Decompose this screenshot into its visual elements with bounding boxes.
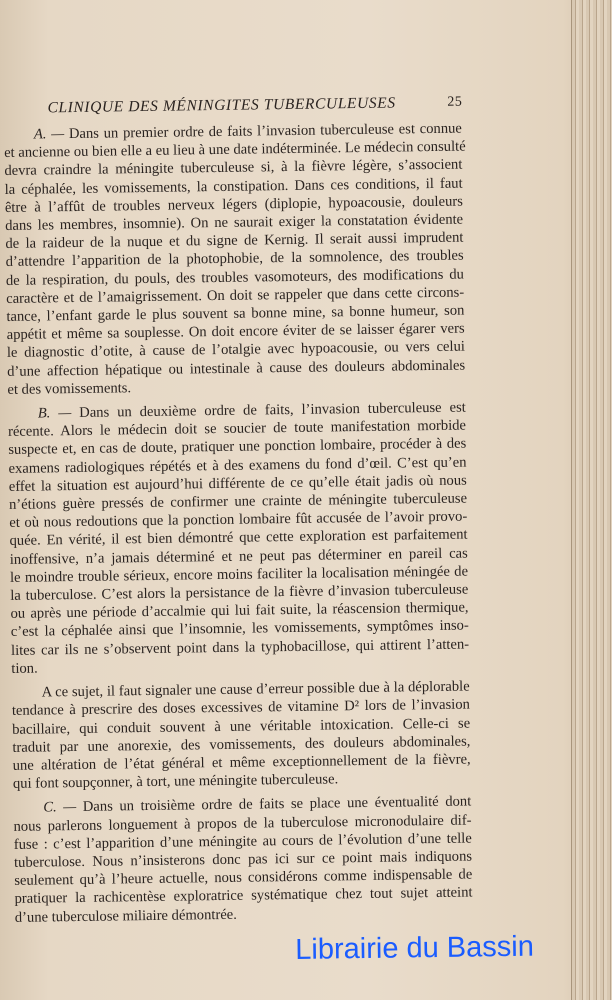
section-label: B. — bbox=[37, 405, 72, 422]
line-text: fuse : c’est l’apparition d’une méningite au cours de l’évolution d’une telle bbox=[13, 830, 472, 853]
line-text: nous parlerons longuement à propos de la tuberculose micronodulaire dif- bbox=[13, 812, 472, 835]
running-title: CLINIQUE DES MÉNINGITES TUBERCULEUSES bbox=[47, 94, 396, 117]
line-text: et des vomissements. bbox=[7, 380, 132, 398]
line-text: appétit et même sa souplesse. On doit encore éviter de se laisser égarer vers bbox=[6, 320, 465, 344]
line-text: de la respiration, du pouls, des troubles vasomoteurs, des modifications du bbox=[5, 266, 464, 289]
paragraph-vitamin-d bbox=[12, 678, 471, 794]
text-column bbox=[4, 120, 535, 971]
line-text: le diagnostic d’otite, à cause de l’otalgie avec hypoacousie, ou vers celui bbox=[6, 338, 466, 362]
section-label: A. — bbox=[33, 126, 65, 143]
line-text: la céphalée, les vomissements, la constipation. Dans ces conditions, il faut bbox=[4, 175, 463, 198]
line-text: d’une affection hépatique ou intestinale à cause des douleurs abdominales bbox=[7, 357, 466, 380]
line-text: de la raideur de la nuque et du signe de Kernig. Il serait aussi imprudent bbox=[5, 229, 464, 253]
line-text: c’est la céphalée ainsi que l’insomnie, les vomissements, symptômes inso- bbox=[10, 618, 469, 641]
line-text: récente. Alors le médecin doit se soucier de toute manifestation morbide bbox=[7, 417, 467, 441]
line-text: dans les membres, insomnie). On ne saurait exiger la constatation évidente bbox=[5, 211, 464, 234]
line-text: inoffensive, n’a jamais déterminé et ne peut pas déterminer en pareil cas bbox=[9, 545, 468, 568]
line-text: d’attendre l’apparition de la photophobie, de la somnolence, des troubles bbox=[5, 247, 464, 271]
line-text: et ancienne ou bien elle a eu lieu à une date indéterminée. Le médecin consulté bbox=[4, 138, 466, 162]
line-text: n’étions guère pressés de confirmer une crainte de méningite tuberculeuse bbox=[8, 490, 468, 513]
line-text: suspecte et, en cas de doute, pratiquer une ponction lombaire, procéder à des bbox=[8, 435, 467, 459]
line-text: examens radiologiques répétés et à des examens du fond d’œil. C’est qu’en bbox=[8, 454, 467, 477]
line-text: seulement qu’à l’heure actuelle, nous considérons comme indispensable de bbox=[14, 866, 473, 890]
line-text: traduit par une anorexie, des vomissements, des douleurs abdominales, bbox=[12, 733, 471, 756]
line-text: une altération de l’état général et même exceptionnellement de la fièvre, bbox=[12, 751, 471, 774]
line-text: devra craindre la méningite tuberculeuse si, à la fièvre légère, s’associent bbox=[4, 156, 463, 180]
line-text: Dans un deuxième ordre de faits, l’invasion tuberculeuse est bbox=[79, 399, 466, 421]
line-text: d’une tuberculose miliaire démontrée. bbox=[14, 906, 237, 926]
line-text: Dans un premier ordre de faits l’invasion tuberculeuse est connue bbox=[68, 120, 462, 143]
line-text: la tuberculose. C’est alors la persistance de la fièvre d’invasion tuberculeuse bbox=[10, 581, 469, 604]
line-text: pratiquer la rachicentèse exploratrice systématique chez tout sujet atteint bbox=[14, 884, 473, 908]
paragraph-c bbox=[13, 793, 473, 927]
line-text: le moindre trouble sérieux, encore moins faciliter la localisation méningée de bbox=[9, 563, 469, 586]
line-text: Dans un troisième ordre de faits se place une éventualité dont bbox=[82, 793, 472, 816]
line-text: ou après une période d’accalmie qui lui fait suite, la réascension thermique, bbox=[10, 599, 469, 623]
line-text: tion. bbox=[11, 660, 38, 677]
line-text: quée. En vérité, il est bien démontré que cette exploration est parfaitement bbox=[9, 526, 468, 550]
page-number: 25 bbox=[447, 94, 463, 110]
line-text: être à l’affût de troubles nerveux légers (diplopie, hypoacousie, douleurs bbox=[4, 193, 463, 216]
line-text: lites car ils ne s’observent point dans la typhobacillose, qui attirent l’atten- bbox=[10, 636, 470, 659]
watermark: Librairie du Bassin bbox=[295, 930, 535, 966]
line-text: tance, l’enfant garde le plus souvent sa bonne mine, sa bonne humeur, son bbox=[6, 302, 465, 325]
line-text: tuberculose. Nous n’insisterons donc pas ici sur ce point mais indiquons bbox=[13, 848, 473, 871]
line-text: A ce sujet, il faut signaler une cause d’erreur possible due à la déplorable bbox=[41, 678, 470, 701]
paragraph-b bbox=[8, 399, 470, 678]
line-text: tendance à prescrire des doses excessives de vitamine D² lors de l’invasion bbox=[11, 696, 470, 720]
running-header bbox=[47, 94, 462, 118]
line-text: caractère et de l’amaigrissement. On doit se rappeler que dans cette circons- bbox=[6, 284, 465, 307]
line-text: bacillaire, qui conduit souvent à une véritable intoxication. Celle-ci se bbox=[12, 715, 471, 738]
line-text: effet la situation est aujourd’hui différente de ce qu’elle était jadis où nous bbox=[8, 472, 467, 495]
line-text: et où nous redoutions que la ponction lombaire fût accusée de l’avoir provo- bbox=[9, 508, 468, 532]
line-text: qui font soupçonner, à tort, une méningite tuberculeuse. bbox=[12, 771, 339, 793]
section-label: C. — bbox=[43, 799, 77, 816]
paragraph-a bbox=[4, 120, 466, 399]
